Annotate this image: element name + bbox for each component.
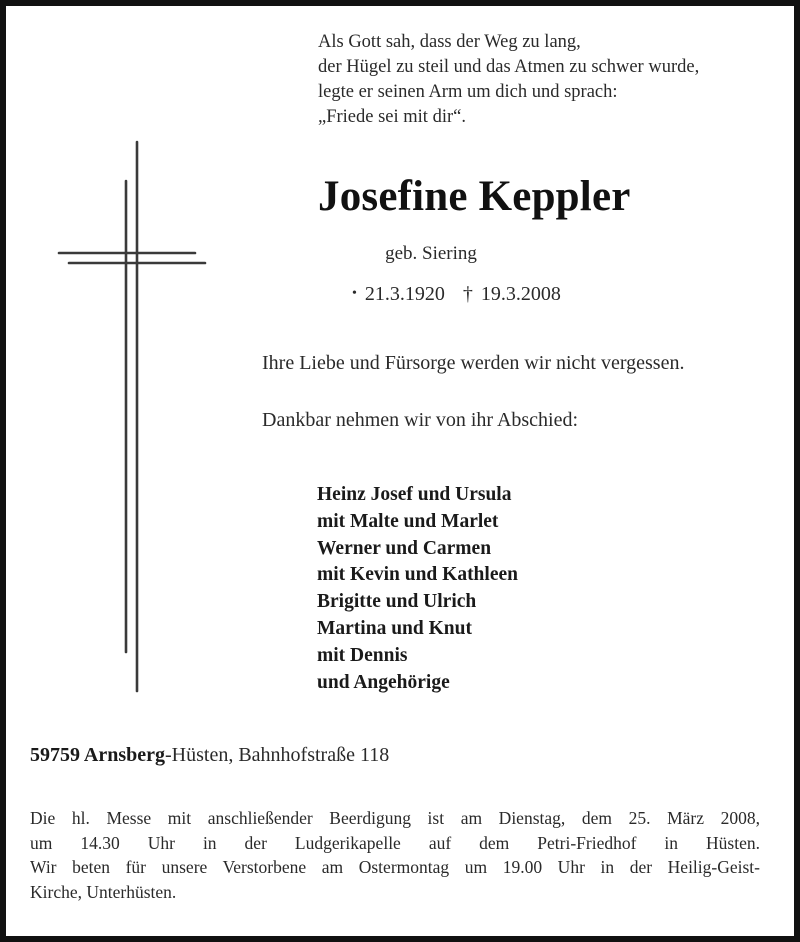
notice-line: Kirche, Unterhüsten. [30,881,177,902]
poem-line: legte er seinen Arm um dich und sprach: [318,82,618,102]
death-date: 19.3.2008 [480,283,561,305]
mourner-entry: und Angehörige [317,671,450,693]
death-cross-icon: † [462,283,473,305]
farewell-message: Dankbar nehmen wir von ihr Abschied: [262,409,579,431]
funeral-notice [30,806,760,904]
notice-line: Wir beten für unsere Verstorbene am Ostermontag um 19.00 Uhr in der Heilig-Geist- [30,857,760,877]
deceased-name: Josefine Keppler [318,173,631,220]
mourner-entry: Brigitte und Ulrich [317,591,477,613]
memorial-poem [318,30,699,130]
poem-line: der Hügel zu steil und das Atmen zu schwer wurde, [318,57,700,77]
notice-line: um 14.30 Uhr in der Ludgerikapelle auf dem Petri-Friedhof in Hüsten. [30,832,760,853]
mourners-list [317,482,518,696]
address-street: -Hüsten, Bahnhofstraße 118 [165,744,390,766]
life-dates [352,283,561,306]
birth-symbol-icon: • [352,286,357,301]
birth-date: 21.3.1920 [364,283,445,305]
mourner-entry: Werner und Carmen [317,537,492,559]
mourner-entry: mit Kevin und Kathleen [317,564,518,586]
notice-line: Die hl. Messe mit anschließender Beerdigung ist am Dienstag, dem 25. März 2008, [30,808,760,828]
memory-message: Ihre Liebe und Fürsorge werden wir nicht vergessen. [262,352,685,374]
mourner-entry: mit Dennis [317,644,408,666]
maiden-name: geb. Siering [385,243,477,264]
address-city: 59759 Arnsberg [30,744,165,766]
poem-line: „Friede sei mit dir“. [318,107,466,127]
mourner-entry: Martina und Knut [317,617,472,639]
mourner-entry: Heinz Josef und Ursula [317,484,512,505]
poem-line: Als Gott sah, dass der Weg zu lang, [318,32,581,52]
mourner-entry: mit Malte und Marlet [317,510,499,532]
family-address [30,744,389,767]
